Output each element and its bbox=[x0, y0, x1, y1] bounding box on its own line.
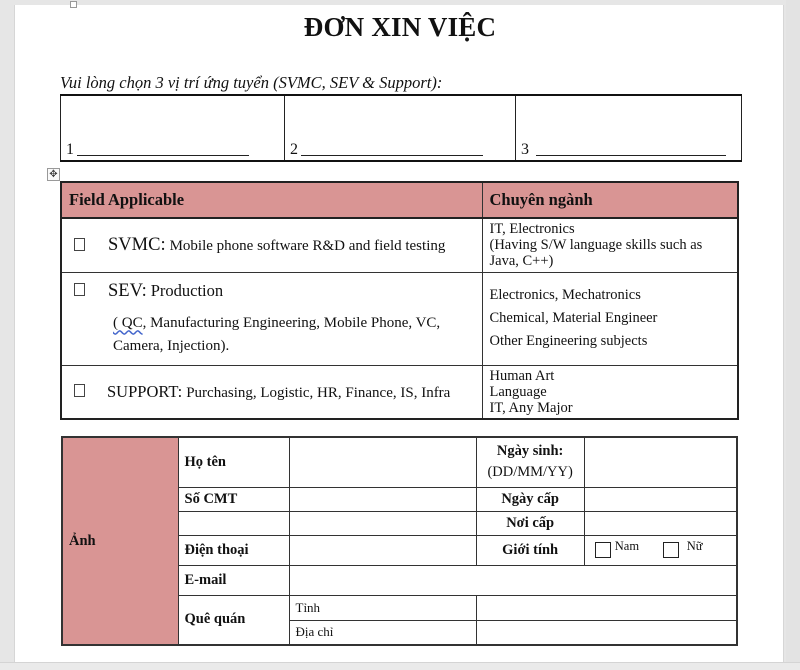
label-issue-date: Ngày cấp bbox=[476, 487, 584, 511]
checkbox-male[interactable] bbox=[595, 542, 611, 558]
major-line: (Having S/W language skills such as bbox=[489, 237, 703, 254]
header-field-applicable: Field Applicable bbox=[61, 182, 482, 218]
input-blank[interactable] bbox=[289, 511, 476, 535]
choice-blank-line[interactable] bbox=[536, 141, 726, 156]
blank-label-cell bbox=[178, 511, 289, 535]
choice-blank-line[interactable] bbox=[77, 141, 249, 156]
gender-male-label: Nam bbox=[614, 538, 640, 553]
major-line: Chemical, Material Engineer bbox=[489, 310, 658, 326]
choice-number: 3 bbox=[521, 141, 529, 158]
major-line: Human Art bbox=[489, 367, 555, 384]
checkbox-svmc[interactable] bbox=[74, 238, 85, 251]
field-desc: Purchasing, Logistic, HR, Finance, IS, Infra bbox=[186, 384, 451, 401]
input-id-number[interactable] bbox=[289, 487, 476, 511]
choice-cell-3[interactable] bbox=[516, 95, 742, 161]
page-corner-marker bbox=[70, 1, 77, 8]
major-line: Other Engineering subjects bbox=[489, 333, 648, 349]
major-line: Language bbox=[489, 383, 547, 400]
input-issue-date[interactable] bbox=[584, 487, 737, 511]
choice-number: 1 bbox=[66, 141, 74, 158]
input-province[interactable] bbox=[476, 595, 737, 620]
input-full-name[interactable] bbox=[289, 437, 476, 487]
spellcheck-underlined-text: ( QC bbox=[113, 314, 143, 331]
label-address: Địa chỉ bbox=[289, 620, 476, 645]
input-email[interactable] bbox=[289, 565, 737, 595]
field-row-svmc bbox=[61, 218, 738, 272]
header-major: Chuyên ngành bbox=[482, 182, 738, 218]
label-province: Tỉnh bbox=[289, 595, 476, 620]
field-desc: Mobile phone software R&D and field testing bbox=[169, 237, 446, 254]
major-line: Electronics, Mechatronics bbox=[489, 287, 641, 303]
gender-option-female[interactable] bbox=[663, 538, 703, 559]
sev-detail-rest: , Manufacturing Engineering, Mobile Phone, VC, Camera, Injection). bbox=[113, 314, 441, 354]
field-name: SUPPORT: bbox=[107, 381, 183, 401]
field-applicable-table bbox=[60, 181, 739, 420]
major-cell bbox=[482, 272, 738, 365]
major-line: Java, C++) bbox=[489, 253, 554, 270]
label-issue-place: Nơi cấp bbox=[476, 511, 584, 535]
gender-option-male[interactable] bbox=[595, 538, 640, 559]
field-desc: Production bbox=[150, 280, 224, 300]
document-title: ĐƠN XIN VIỆC bbox=[303, 12, 497, 42]
choice-cell-1[interactable] bbox=[61, 95, 285, 161]
checkbox-support[interactable] bbox=[74, 384, 85, 397]
field-row-support bbox=[61, 365, 738, 419]
label-hometown: Quê quán bbox=[178, 595, 289, 645]
dob-label-text: Ngày sinh: bbox=[496, 443, 564, 460]
gender-female-label: Nữ bbox=[686, 538, 703, 553]
field-name: SEV: bbox=[108, 280, 147, 301]
major-line: IT, Electronics bbox=[489, 221, 575, 238]
table-move-handle-icon[interactable]: ✥ bbox=[47, 168, 60, 181]
input-issue-place[interactable] bbox=[584, 511, 737, 535]
label-dob bbox=[476, 437, 584, 487]
position-choice-table bbox=[60, 94, 742, 162]
gender-options bbox=[584, 535, 737, 565]
choice-number: 2 bbox=[290, 141, 298, 158]
label-email: E-mail bbox=[178, 565, 289, 595]
label-id-number: Số CMT bbox=[178, 487, 289, 511]
major-cell bbox=[482, 365, 738, 419]
checkbox-female[interactable] bbox=[663, 542, 679, 558]
choice-blank-line[interactable] bbox=[301, 141, 483, 156]
page-gap bbox=[0, 662, 800, 670]
sev-detail-text bbox=[113, 312, 474, 358]
checkbox-sev[interactable] bbox=[74, 283, 85, 296]
photo-cell[interactable]: Ảnh bbox=[62, 437, 178, 645]
vertical-scrollbar[interactable] bbox=[786, 0, 800, 670]
major-line: IT, Any Major bbox=[489, 399, 573, 416]
choice-cell-2[interactable] bbox=[285, 95, 516, 161]
label-phone: Điện thoại bbox=[178, 535, 289, 565]
field-name: SVMC: bbox=[108, 234, 166, 255]
major-cell bbox=[482, 218, 738, 272]
instruction-text: Vui lòng chọn 3 vị trí ứng tuyển (SVMC, SEV & Support): bbox=[60, 73, 443, 92]
field-row-sev bbox=[61, 272, 738, 365]
dob-format-text: (DD/MM/YY) bbox=[487, 464, 573, 481]
label-gender: Giới tính bbox=[476, 535, 584, 565]
label-full-name: Họ tên bbox=[178, 437, 289, 487]
input-dob[interactable] bbox=[584, 437, 737, 487]
personal-info-table bbox=[61, 436, 738, 646]
input-phone[interactable] bbox=[289, 535, 476, 565]
input-address[interactable] bbox=[476, 620, 737, 645]
